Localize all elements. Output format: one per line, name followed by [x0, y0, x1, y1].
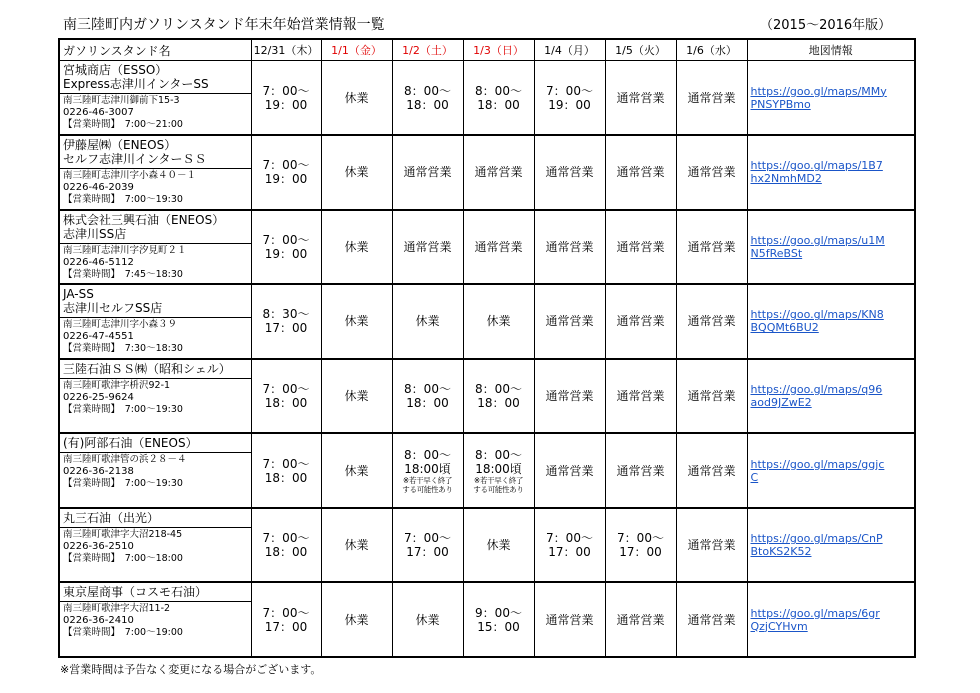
hours-text: 休業 — [344, 389, 369, 404]
header-day-6: 1/6（水） — [676, 39, 747, 61]
day-hours-cell — [463, 284, 534, 359]
hours-text: 通常営業 — [687, 239, 736, 254]
day-hours-cell — [676, 433, 747, 508]
hours-text: 9：00～ — [475, 605, 522, 620]
hours-text: 通常営業 — [545, 612, 594, 627]
station-business-hours: 【営業時間】 7:00～18:00 — [63, 552, 183, 564]
station-info — [60, 93, 251, 131]
station-name — [63, 585, 248, 599]
map-info-cell — [747, 359, 915, 434]
hours-text: 7：00～ — [262, 531, 310, 546]
station-cell — [59, 508, 251, 583]
station-business-hours: 【営業時間】 7:30～18:30 — [63, 343, 183, 355]
day-hours-cell — [251, 284, 321, 359]
station-business-hours: 【営業時間】 7:00～19:30 — [63, 478, 183, 490]
day-hours-cell — [251, 582, 321, 657]
day-hours-cell — [251, 433, 321, 508]
map-link[interactable]: N5fReBSt — [750, 246, 803, 260]
hours-text: 休業 — [486, 314, 511, 329]
station-cell — [59, 210, 251, 285]
map-link[interactable]: QzjCYHvm — [750, 619, 808, 633]
day-hours-cell — [392, 359, 463, 434]
map-link[interactable]: PNSYPBmo — [750, 97, 811, 111]
table-row — [59, 61, 915, 136]
hours-note: ※若干早く終了 — [402, 475, 453, 485]
hours-text: 通常営業 — [545, 389, 594, 404]
hours-text: 7：00～ — [262, 605, 310, 620]
hours-text: 通常営業 — [616, 314, 665, 329]
hours-text: 休業 — [486, 538, 511, 553]
hours-text: 18：00 — [264, 396, 308, 411]
day-hours-cell — [392, 284, 463, 359]
hours-text: 通常営業 — [616, 239, 665, 254]
hours-text: 通常営業 — [687, 463, 736, 478]
station-business-hours: 【営業時間】 7:45～18:30 — [63, 268, 183, 280]
station-name-line: 丸三石油（出光） — [63, 510, 160, 525]
hours-text: 通常営業 — [687, 165, 736, 180]
day-hours-cell — [676, 284, 747, 359]
day-hours-cell — [463, 433, 534, 508]
day-hours-cell — [676, 359, 747, 434]
hours-text: 7：00～ — [404, 531, 451, 546]
hours-text: 7：00～ — [262, 456, 310, 471]
station-phone: 0226-46-3007 — [63, 107, 134, 118]
day-hours-cell — [605, 135, 676, 210]
hours-text: 通常営業 — [403, 165, 452, 180]
day-hours-cell — [321, 284, 392, 359]
hours-text: 通常営業 — [616, 463, 665, 478]
day-hours-cell — [321, 210, 392, 285]
station-cell — [59, 582, 251, 657]
day-hours-cell — [534, 582, 605, 657]
station-name — [63, 138, 248, 166]
station-name — [63, 362, 248, 376]
station-phone: 0226-47-4551 — [63, 331, 134, 343]
station-name-line: 株式会社三興石油（ENEOS） — [63, 212, 225, 227]
hours-text: 15：00 — [477, 619, 520, 634]
day-hours-cell — [321, 61, 392, 136]
hours-text: 8：00～ — [404, 382, 451, 397]
hours-text: 通常営業 — [616, 389, 665, 404]
hours-text: 通常営業 — [403, 239, 452, 254]
map-link[interactable]: aod9JZwE2 — [750, 396, 812, 410]
hours-text: 17：00 — [264, 619, 308, 634]
day-hours-cell — [321, 135, 392, 210]
hours-text: 7：00～ — [546, 531, 593, 546]
day-hours-cell — [534, 284, 605, 359]
map-link[interactable]: https://goo.gl/maps/MMy — [750, 84, 887, 98]
hours-text: 通常営業 — [545, 463, 594, 478]
station-name-line: 東京屋商事（コスモ石油） — [63, 585, 208, 600]
header-day-3: 1/3（日） — [463, 39, 534, 61]
day-hours-cell — [605, 210, 676, 285]
header-day-1: 1/1（金） — [321, 39, 392, 61]
day-hours-cell — [534, 359, 605, 434]
hours-text: 8：00～ — [404, 83, 451, 98]
day-hours-cell — [392, 582, 463, 657]
station-business-hours: 【営業時間】 7:00～21:00 — [63, 119, 183, 130]
day-hours-cell — [251, 210, 321, 285]
hours-text: 17：00 — [406, 545, 449, 560]
map-info-cell — [747, 284, 915, 359]
day-hours-cell — [605, 582, 676, 657]
hours-text: 7：00～ — [262, 382, 310, 397]
map-info-cell — [747, 433, 915, 508]
day-hours-cell — [463, 210, 534, 285]
hours-text: 通常営業 — [616, 612, 665, 627]
station-info — [60, 378, 251, 416]
station-phone: 0226-46-5112 — [63, 256, 134, 268]
station-cell — [59, 433, 251, 508]
map-link[interactable]: hx2NmhMD2 — [750, 172, 822, 186]
station-cell — [59, 61, 251, 136]
hours-note: する可能性あり — [473, 484, 524, 494]
map-link[interactable]: https://goo.gl/maps/ggjc — [750, 457, 885, 471]
hours-text: 8：00～ — [404, 447, 451, 462]
station-cell — [59, 284, 251, 359]
header-map-info: 地図情報 — [747, 39, 915, 61]
hours-text: 7：00～ — [546, 83, 593, 98]
hours-text: 休業 — [344, 463, 369, 478]
hours-note: ※若干早く終了 — [473, 475, 524, 485]
hours-text: 休業 — [415, 314, 440, 329]
station-phone: 0226-36-2510 — [63, 540, 134, 552]
hours-text: 18:00頃 — [404, 461, 451, 476]
station-phone: 0226-36-2138 — [63, 466, 134, 478]
hours-text: 休業 — [344, 538, 369, 553]
header-day-2: 1/2（土） — [392, 39, 463, 61]
hours-text: 通常営業 — [545, 165, 594, 180]
table-row — [59, 135, 915, 210]
station-address: 南三陸町志津川字小森３９ — [63, 319, 178, 331]
station-business-hours: 【営業時間】 7:00～19:30 — [63, 403, 183, 415]
hours-text: 18:00頃 — [475, 461, 522, 476]
hours-text: 8：30～ — [262, 307, 310, 322]
hours-text: 通常営業 — [616, 90, 665, 105]
header-day-0: 12/31（木） — [251, 39, 321, 61]
map-info-cell — [747, 582, 915, 657]
map-link[interactable]: https://goo.gl/maps/CnP — [750, 532, 883, 546]
hours-text: 通常営業 — [687, 612, 736, 627]
table-row — [59, 359, 915, 434]
hours-text: 休業 — [344, 612, 369, 627]
header-row — [59, 39, 915, 61]
day-hours-cell — [321, 508, 392, 583]
map-link[interactable]: BQQMt6BU2 — [750, 321, 819, 335]
hours-text: 18：00 — [477, 396, 520, 411]
day-hours-cell — [392, 433, 463, 508]
header-day-5: 1/5（火） — [605, 39, 676, 61]
map-link[interactable]: https://goo.gl/maps/6gr — [750, 606, 880, 620]
day-hours-cell — [321, 359, 392, 434]
hours-text: 通常営業 — [474, 239, 523, 254]
hours-text: 通常営業 — [687, 389, 736, 404]
map-info-cell — [747, 61, 915, 136]
station-name-line: セルフ志津川インターＳＳ — [63, 152, 207, 167]
map-link[interactable]: https://goo.gl/maps/q96 — [750, 383, 883, 397]
station-info — [60, 452, 251, 490]
station-name-line: 宮城商店（ESSO） — [63, 63, 168, 77]
day-hours-cell — [534, 210, 605, 285]
map-info-cell — [747, 508, 915, 583]
hours-text: 17：00 — [619, 545, 662, 560]
station-address: 南三陸町歌津字大沼11-2 — [63, 603, 171, 615]
hours-text: 通常営業 — [687, 538, 736, 553]
hours-text: 7：00～ — [262, 158, 310, 173]
station-cell — [59, 135, 251, 210]
station-info — [60, 601, 251, 639]
station-phone: 0226-46-2039 — [63, 182, 134, 194]
map-link[interactable]: https://goo.gl/maps/u1M — [750, 233, 885, 247]
day-hours-cell — [605, 359, 676, 434]
hours-text: 8：00～ — [475, 83, 522, 98]
hours-text: 7：00～ — [262, 83, 310, 98]
station-info — [60, 527, 251, 565]
hours-text: 8：00～ — [475, 382, 522, 397]
day-hours-cell — [463, 61, 534, 136]
hours-text: 19：00 — [264, 172, 308, 187]
station-address: 南三陸町歌津管の浜２８－４ — [63, 454, 187, 466]
table-row — [59, 284, 915, 359]
hours-text: 通常営業 — [545, 314, 594, 329]
station-name — [63, 63, 248, 91]
station-schedule-table — [58, 38, 916, 658]
hours-text: 17：00 — [264, 321, 308, 336]
day-hours-cell — [676, 582, 747, 657]
hours-text: 18：00 — [406, 396, 449, 411]
station-name — [63, 436, 248, 450]
header-station-name: ガソリンスタンド名 — [59, 39, 251, 61]
hours-text: 通常営業 — [474, 165, 523, 180]
hours-text: 休業 — [344, 239, 369, 254]
station-phone: 0226-25-9624 — [63, 391, 134, 403]
station-info — [60, 317, 251, 355]
day-hours-cell — [251, 359, 321, 434]
hours-text: 8：00～ — [475, 447, 522, 462]
map-link[interactable]: C — [750, 470, 759, 484]
hours-text: 18：00 — [264, 470, 308, 485]
station-name-line: 三陸石油ＳＳ㈱（昭和シェル） — [63, 361, 231, 376]
day-hours-cell — [251, 508, 321, 583]
hours-text: 7：00～ — [617, 531, 664, 546]
day-hours-cell — [251, 61, 321, 136]
hours-text: 18：00 — [264, 545, 308, 560]
table-row — [59, 508, 915, 583]
station-address: 南三陸町志津川字小森４０－１ — [63, 170, 197, 182]
day-hours-cell — [534, 433, 605, 508]
footnote: ※営業時間は予告なく変更になる場合がございます。 — [60, 663, 322, 676]
day-hours-cell — [676, 61, 747, 136]
station-name-line: Express志津川インターSS — [63, 77, 209, 91]
hours-text: 17：00 — [548, 545, 591, 560]
hours-text: 18：00 — [477, 97, 520, 112]
station-business-hours: 【営業時間】 7:00～19:30 — [63, 194, 183, 206]
station-business-hours: 【営業時間】 7:00～19:00 — [63, 627, 183, 639]
station-info — [60, 243, 251, 281]
hours-text: 休業 — [344, 165, 369, 180]
hours-text: 休業 — [344, 90, 369, 105]
day-hours-cell — [392, 508, 463, 583]
day-hours-cell — [676, 210, 747, 285]
day-hours-cell — [463, 582, 534, 657]
hours-text: 通常営業 — [616, 165, 665, 180]
document-title: 南三陸町内ガソリンスタンド年末年始営業情報一覧 — [63, 17, 385, 33]
hours-text: 7：00～ — [262, 232, 310, 247]
day-hours-cell — [534, 508, 605, 583]
day-hours-cell — [392, 210, 463, 285]
table-row — [59, 582, 915, 657]
station-cell — [59, 359, 251, 434]
station-phone: 0226-36-2410 — [63, 615, 134, 627]
day-hours-cell — [392, 135, 463, 210]
day-hours-cell — [676, 508, 747, 583]
day-hours-cell — [321, 582, 392, 657]
day-hours-cell — [605, 508, 676, 583]
station-name — [63, 213, 248, 241]
station-address: 南三陸町志津川字汐見町２１ — [63, 244, 187, 256]
day-hours-cell — [534, 135, 605, 210]
edition-label: （2015～2016年版） — [760, 18, 892, 33]
hours-text: 通常営業 — [687, 314, 736, 329]
station-name-line: JA-SS — [63, 287, 94, 302]
hours-note: する可能性あり — [402, 484, 453, 494]
day-hours-cell — [463, 359, 534, 434]
station-name-line: 伊藤屋㈱（ENEOS） — [63, 138, 177, 153]
day-hours-cell — [392, 61, 463, 136]
hours-text: 19：00 — [264, 246, 308, 261]
station-address: 南三陸町歌津字枡沢92-1 — [63, 379, 171, 391]
day-hours-cell — [321, 433, 392, 508]
hours-text: 通常営業 — [687, 90, 736, 105]
map-info-cell — [747, 210, 915, 285]
hours-text: 18：00 — [406, 97, 449, 112]
station-name — [63, 511, 248, 525]
station-name — [63, 287, 248, 315]
day-hours-cell — [534, 61, 605, 136]
station-address: 南三陸町歌津字大沼218-45 — [63, 528, 183, 540]
day-hours-cell — [605, 433, 676, 508]
map-link[interactable]: https://goo.gl/maps/1B7 — [750, 159, 883, 173]
hours-text: 休業 — [344, 314, 369, 329]
day-hours-cell — [463, 508, 534, 583]
table-row — [59, 433, 915, 508]
station-name-line: 志津川セルフSS店 — [63, 301, 163, 316]
station-name-line: (有)阿部石油（ENEOS） — [63, 436, 198, 451]
station-address: 南三陸町志津川御前下15-3 — [63, 95, 180, 106]
day-hours-cell — [605, 61, 676, 136]
table-row — [59, 210, 915, 285]
day-hours-cell — [676, 135, 747, 210]
day-hours-cell — [251, 135, 321, 210]
header-day-4: 1/4（月） — [534, 39, 605, 61]
day-hours-cell — [605, 284, 676, 359]
day-hours-cell — [463, 135, 534, 210]
hours-text: 19：00 — [264, 97, 308, 112]
hours-text: 休業 — [415, 612, 440, 627]
map-link[interactable]: BtoKS2K52 — [750, 545, 812, 559]
hours-text: 通常営業 — [545, 239, 594, 254]
station-name-line: 志津川SS店 — [63, 226, 127, 241]
map-info-cell — [747, 135, 915, 210]
station-info — [60, 168, 251, 206]
map-link[interactable]: https://goo.gl/maps/KN8 — [750, 308, 884, 322]
hours-text: 19：00 — [548, 97, 591, 112]
